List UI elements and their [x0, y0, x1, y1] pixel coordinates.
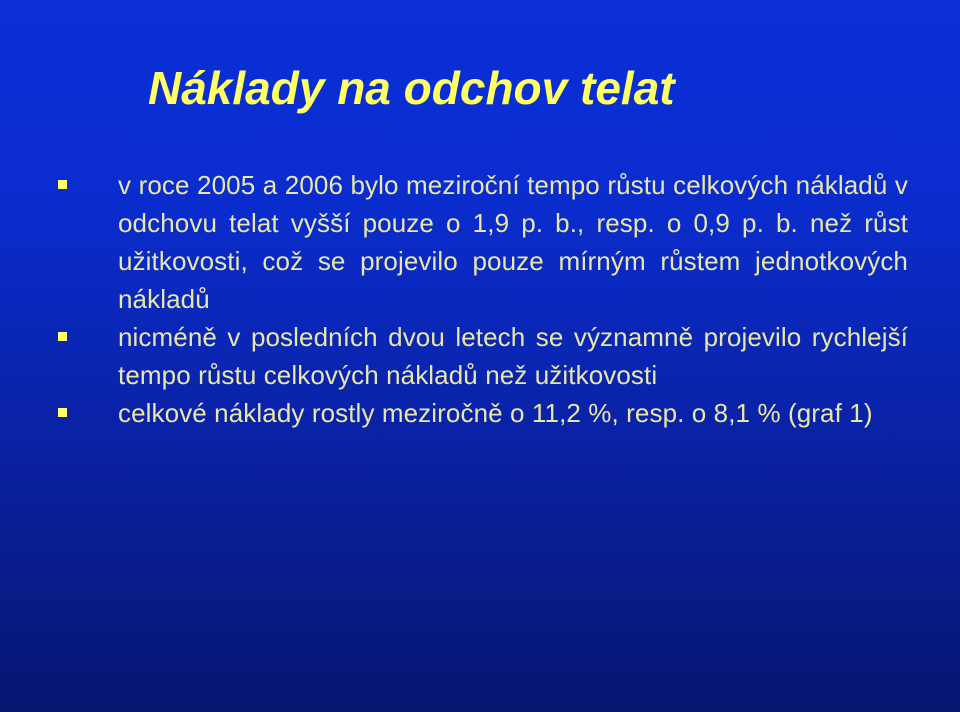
- bullet-item: [0, 318, 960, 394]
- bullet-item: [0, 394, 960, 432]
- slide-title: Náklady na odchov telat: [148, 62, 675, 114]
- bullet-text: celkové náklady rostly meziročně o 11,2 %, resp. o 8,1 % (graf 1): [118, 398, 873, 428]
- square-bullet-icon: [58, 180, 67, 189]
- bullet-list: [0, 166, 960, 432]
- square-bullet-icon: [58, 332, 67, 341]
- bullet-text: v roce 2005 a 2006 bylo meziroční tempo růstu celkových nákladů v odchovu telat vyšší pouze o 1,9 p. b., resp. o 0,9 p. b. než růst užitkovosti, což se projevilo pouze mírným růstem jednotkových nákladů: [118, 170, 908, 314]
- bullet-item: [0, 166, 960, 318]
- square-bullet-icon: [58, 408, 67, 417]
- bullet-text: nicméně v posledních dvou letech se významně projevilo rychlejší tempo růstu celkových nákladů než užitkovosti: [118, 322, 908, 390]
